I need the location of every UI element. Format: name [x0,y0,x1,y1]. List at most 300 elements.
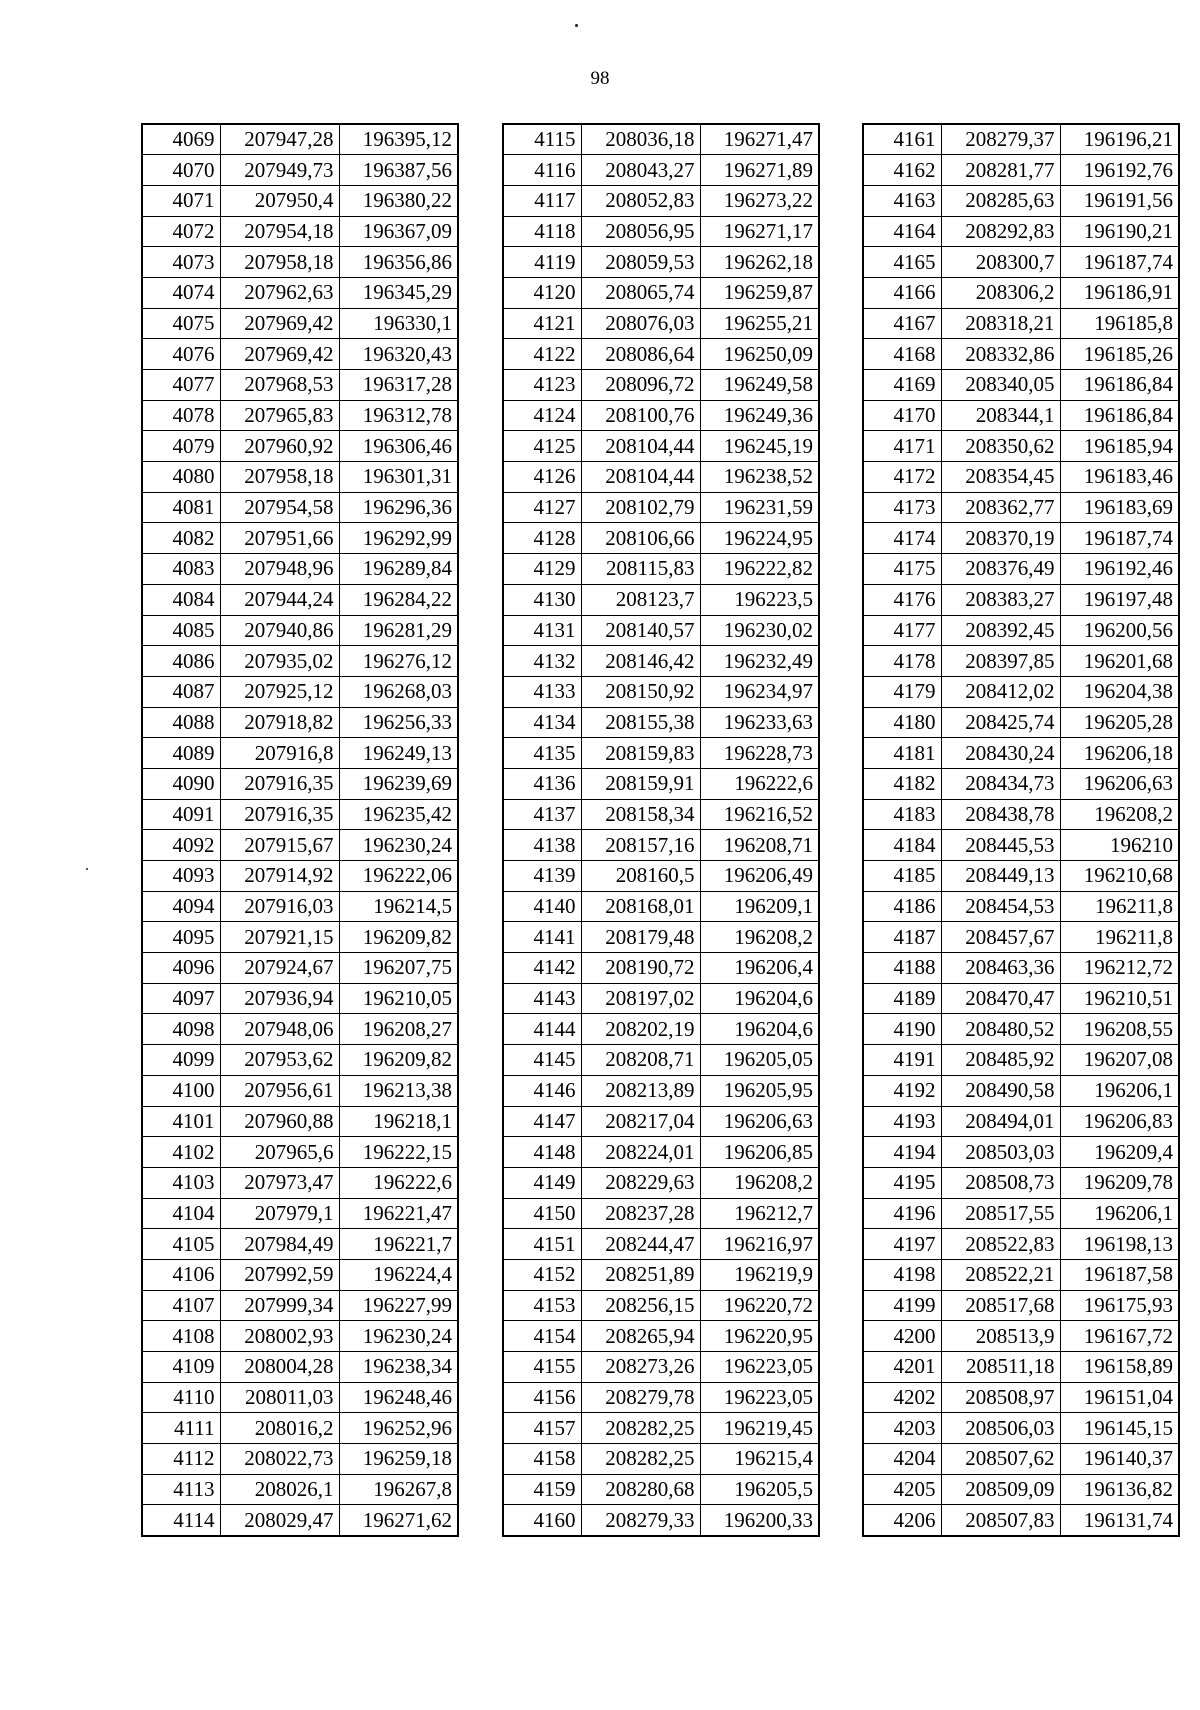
point-number-cell: 4171 [863,431,941,462]
x-coordinate-cell: 208392,45 [941,615,1060,646]
point-number-cell: 4151 [503,1229,581,1260]
x-coordinate-cell: 208279,78 [581,1382,700,1413]
table-row [863,1137,1179,1168]
y-coordinate-cell: 196230,02 [700,615,819,646]
x-coordinate-cell: 207915,67 [220,830,339,861]
x-coordinate-cell: 208265,94 [581,1321,700,1352]
point-number-cell: 4124 [503,400,581,431]
table-row [503,584,819,615]
table-row [863,953,1179,984]
x-coordinate-cell: 208022,73 [220,1444,339,1475]
y-coordinate-cell: 196206,1 [1060,1198,1179,1229]
point-number-cell: 4163 [863,185,941,216]
y-coordinate-cell: 196256,33 [339,707,458,738]
y-coordinate-cell: 196232,49 [700,646,819,677]
point-number-cell: 4140 [503,891,581,922]
x-coordinate-cell: 208362,77 [941,492,1060,523]
y-coordinate-cell: 196220,72 [700,1290,819,1321]
x-coordinate-cell: 208208,71 [581,1045,700,1076]
y-coordinate-cell: 196259,18 [339,1444,458,1475]
point-number-cell: 4200 [863,1321,941,1352]
x-coordinate-cell: 208306,2 [941,277,1060,308]
point-number-cell: 4075 [142,308,220,339]
y-coordinate-cell: 196206,85 [700,1137,819,1168]
table-row [142,1229,458,1260]
point-number-cell: 4185 [863,861,941,892]
point-number-cell: 4184 [863,830,941,861]
table-row [863,431,1179,462]
x-coordinate-cell: 207921,15 [220,922,339,953]
y-coordinate-cell: 196198,13 [1060,1229,1179,1260]
table-row [142,1198,458,1229]
point-number-cell: 4146 [503,1075,581,1106]
x-coordinate-cell: 207914,92 [220,861,339,892]
x-coordinate-cell: 207935,02 [220,646,339,677]
point-number-cell: 4104 [142,1198,220,1229]
y-coordinate-cell: 196186,91 [1060,277,1179,308]
x-coordinate-cell: 208160,5 [581,861,700,892]
table-row [503,707,819,738]
y-coordinate-cell: 196208,71 [700,830,819,861]
x-coordinate-cell: 207940,86 [220,615,339,646]
x-coordinate-cell: 208494,01 [941,1106,1060,1137]
table-row [142,462,458,493]
point-number-cell: 4183 [863,799,941,830]
point-number-cell: 4087 [142,676,220,707]
x-coordinate-cell: 208059,53 [581,247,700,278]
x-coordinate-cell: 208490,58 [941,1075,1060,1106]
table-row [142,1444,458,1475]
y-coordinate-cell: 196228,73 [700,738,819,769]
table-row [863,155,1179,186]
x-coordinate-cell: 208279,33 [581,1505,700,1536]
point-number-cell: 4098 [142,1014,220,1045]
table-row [503,1045,819,1076]
table-row [863,308,1179,339]
point-number-cell: 4078 [142,400,220,431]
x-coordinate-cell: 207984,49 [220,1229,339,1260]
x-coordinate-cell: 208150,92 [581,676,700,707]
y-coordinate-cell: 196211,8 [1060,922,1179,953]
y-coordinate-cell: 196207,08 [1060,1045,1179,1076]
x-coordinate-cell: 208506,03 [941,1413,1060,1444]
table-row [142,1413,458,1444]
point-number-cell: 4150 [503,1198,581,1229]
point-number-cell: 4157 [503,1413,581,1444]
table-row [503,1075,819,1106]
table-row [142,185,458,216]
table-row [863,1413,1179,1444]
y-coordinate-cell: 196205,95 [700,1075,819,1106]
x-coordinate-cell: 208507,62 [941,1444,1060,1475]
point-number-cell: 4192 [863,1075,941,1106]
y-coordinate-cell: 196224,4 [339,1259,458,1290]
y-coordinate-cell: 196210,05 [339,983,458,1014]
point-number-cell: 4115 [503,124,581,155]
y-coordinate-cell: 196248,46 [339,1382,458,1413]
point-number-cell: 4070 [142,155,220,186]
y-coordinate-cell: 196187,58 [1060,1259,1179,1290]
y-coordinate-cell: 196204,38 [1060,676,1179,707]
point-number-cell: 4107 [142,1290,220,1321]
y-coordinate-cell: 196186,84 [1060,400,1179,431]
table-row [503,1505,819,1536]
table-row [142,1474,458,1505]
x-coordinate-cell: 208445,53 [941,830,1060,861]
y-coordinate-cell: 196210,68 [1060,861,1179,892]
table-row [142,554,458,585]
point-number-cell: 4152 [503,1259,581,1290]
y-coordinate-cell: 196296,36 [339,492,458,523]
table-row [863,891,1179,922]
x-coordinate-cell: 207948,96 [220,554,339,585]
table-row [142,1505,458,1536]
x-coordinate-cell: 208146,42 [581,646,700,677]
point-number-cell: 4177 [863,615,941,646]
table-row [503,462,819,493]
table-row [142,431,458,462]
table-row [863,738,1179,769]
x-coordinate-cell: 208106,66 [581,523,700,554]
table-row [142,523,458,554]
point-number-cell: 4071 [142,185,220,216]
table-row [863,339,1179,370]
table-row [503,1014,819,1045]
point-number-cell: 4090 [142,768,220,799]
y-coordinate-cell: 196185,94 [1060,431,1179,462]
point-number-cell: 4181 [863,738,941,769]
point-number-cell: 4199 [863,1290,941,1321]
x-coordinate-cell: 208434,73 [941,768,1060,799]
x-coordinate-cell: 208224,01 [581,1137,700,1168]
x-coordinate-cell: 208463,36 [941,953,1060,984]
x-coordinate-cell: 207948,06 [220,1014,339,1045]
page-number: 98 [590,68,610,89]
table-row [863,1075,1179,1106]
x-coordinate-cell: 207924,67 [220,953,339,984]
point-number-cell: 4141 [503,922,581,953]
point-number-cell: 4100 [142,1075,220,1106]
x-coordinate-cell: 207968,53 [220,370,339,401]
table-row [503,768,819,799]
y-coordinate-cell: 196223,05 [700,1352,819,1383]
x-coordinate-cell: 208454,53 [941,891,1060,922]
table-row [863,370,1179,401]
x-coordinate-cell: 207965,6 [220,1137,339,1168]
x-coordinate-cell: 208282,25 [581,1444,700,1475]
point-number-cell: 4101 [142,1106,220,1137]
point-number-cell: 4076 [142,339,220,370]
y-coordinate-cell: 196205,05 [700,1045,819,1076]
y-coordinate-cell: 196301,31 [339,462,458,493]
x-coordinate-cell: 207958,18 [220,247,339,278]
y-coordinate-cell: 196215,4 [700,1444,819,1475]
point-number-cell: 4156 [503,1382,581,1413]
table-row [503,1474,819,1505]
x-coordinate-cell: 208513,9 [941,1321,1060,1352]
table-row [503,1290,819,1321]
y-coordinate-cell: 196239,69 [339,768,458,799]
x-coordinate-cell: 208503,03 [941,1137,1060,1168]
x-coordinate-cell: 208104,44 [581,462,700,493]
y-coordinate-cell: 196185,8 [1060,308,1179,339]
y-coordinate-cell: 196206,63 [700,1106,819,1137]
y-coordinate-cell: 196221,47 [339,1198,458,1229]
y-coordinate-cell: 196206,63 [1060,768,1179,799]
y-coordinate-cell: 196211,8 [1060,891,1179,922]
y-coordinate-cell: 196145,15 [1060,1413,1179,1444]
point-number-cell: 4166 [863,277,941,308]
point-number-cell: 4129 [503,554,581,585]
x-coordinate-cell: 207953,62 [220,1045,339,1076]
point-number-cell: 4205 [863,1474,941,1505]
y-coordinate-cell: 196196,21 [1060,124,1179,155]
table-row [142,216,458,247]
y-coordinate-cell: 196206,4 [700,953,819,984]
x-coordinate-cell: 208281,77 [941,155,1060,186]
point-number-cell: 4106 [142,1259,220,1290]
point-number-cell: 4080 [142,462,220,493]
table-row [503,492,819,523]
table-row [863,400,1179,431]
point-number-cell: 4091 [142,799,220,830]
y-coordinate-cell: 196205,5 [700,1474,819,1505]
y-coordinate-cell: 196273,22 [700,185,819,216]
y-coordinate-cell: 196183,46 [1060,462,1179,493]
point-number-cell: 4111 [142,1413,220,1444]
x-coordinate-cell: 208280,68 [581,1474,700,1505]
table-row [142,1259,458,1290]
coordinate-table-grid [141,123,459,1537]
point-number-cell: 4173 [863,492,941,523]
table-row [503,1444,819,1475]
table-row [863,492,1179,523]
y-coordinate-cell: 196387,56 [339,155,458,186]
point-number-cell: 4167 [863,308,941,339]
point-number-cell: 4137 [503,799,581,830]
y-coordinate-cell: 196200,33 [700,1505,819,1536]
table-row [863,124,1179,155]
point-number-cell: 4079 [142,431,220,462]
point-number-cell: 4126 [503,462,581,493]
point-number-cell: 4085 [142,615,220,646]
table-row [863,277,1179,308]
table-row [142,1137,458,1168]
y-coordinate-cell: 196197,48 [1060,584,1179,615]
y-coordinate-cell: 196208,27 [339,1014,458,1045]
y-coordinate-cell: 196219,9 [700,1259,819,1290]
y-coordinate-cell: 196312,78 [339,400,458,431]
point-number-cell: 4143 [503,983,581,1014]
table-row [863,462,1179,493]
table-row [503,891,819,922]
table-row [503,400,819,431]
point-number-cell: 4190 [863,1014,941,1045]
x-coordinate-cell: 208155,38 [581,707,700,738]
table-row [142,1167,458,1198]
point-number-cell: 4069 [142,124,220,155]
point-number-cell: 4201 [863,1352,941,1383]
point-number-cell: 4118 [503,216,581,247]
point-number-cell: 4114 [142,1505,220,1536]
table-row [863,1167,1179,1198]
table-row [503,1413,819,1444]
x-coordinate-cell: 208190,72 [581,953,700,984]
x-coordinate-cell: 208244,47 [581,1229,700,1260]
point-number-cell: 4142 [503,953,581,984]
x-coordinate-cell: 208115,83 [581,554,700,585]
y-coordinate-cell: 196259,87 [700,277,819,308]
table-row [503,799,819,830]
y-coordinate-cell: 196209,78 [1060,1167,1179,1198]
x-coordinate-cell: 207954,58 [220,492,339,523]
y-coordinate-cell: 196255,21 [700,308,819,339]
table-row [863,799,1179,830]
y-coordinate-cell: 196220,95 [700,1321,819,1352]
x-coordinate-cell: 208300,7 [941,247,1060,278]
y-coordinate-cell: 196208,55 [1060,1014,1179,1045]
y-coordinate-cell: 196221,7 [339,1229,458,1260]
x-coordinate-cell: 207925,12 [220,676,339,707]
table-row [863,584,1179,615]
x-coordinate-cell: 208522,21 [941,1259,1060,1290]
point-number-cell: 4088 [142,707,220,738]
table-row [142,370,458,401]
x-coordinate-cell: 208344,1 [941,400,1060,431]
y-coordinate-cell: 196208,2 [700,1167,819,1198]
table-row [142,1045,458,1076]
y-coordinate-cell: 196284,22 [339,584,458,615]
y-coordinate-cell: 196204,6 [700,983,819,1014]
table-row [863,1352,1179,1383]
x-coordinate-cell: 208052,83 [581,185,700,216]
y-coordinate-cell: 196209,1 [700,891,819,922]
x-coordinate-cell: 208470,47 [941,983,1060,1014]
table-row [503,1137,819,1168]
x-coordinate-cell: 208029,47 [220,1505,339,1536]
x-coordinate-cell: 207916,03 [220,891,339,922]
point-number-cell: 4179 [863,676,941,707]
table-row [863,615,1179,646]
table-row [503,124,819,155]
x-coordinate-cell: 208517,68 [941,1290,1060,1321]
y-coordinate-cell: 196222,6 [700,768,819,799]
table-row [863,1014,1179,1045]
table-row [503,922,819,953]
point-number-cell: 4187 [863,922,941,953]
y-coordinate-cell: 196230,24 [339,1321,458,1352]
table-row [503,830,819,861]
table-row [142,861,458,892]
y-coordinate-cell: 196222,15 [339,1137,458,1168]
table-row [142,1290,458,1321]
x-coordinate-cell: 208086,64 [581,339,700,370]
point-number-cell: 4119 [503,247,581,278]
point-number-cell: 4089 [142,738,220,769]
x-coordinate-cell: 207936,94 [220,983,339,1014]
x-coordinate-cell: 208438,78 [941,799,1060,830]
point-number-cell: 4176 [863,584,941,615]
y-coordinate-cell: 196209,82 [339,922,458,953]
point-number-cell: 4169 [863,370,941,401]
x-coordinate-cell: 208480,52 [941,1014,1060,1045]
point-number-cell: 4195 [863,1167,941,1198]
y-coordinate-cell: 196207,75 [339,953,458,984]
x-coordinate-cell: 208016,2 [220,1413,339,1444]
y-coordinate-cell: 196230,24 [339,830,458,861]
table-row [503,1229,819,1260]
y-coordinate-cell: 196192,76 [1060,155,1179,186]
point-number-cell: 4131 [503,615,581,646]
y-coordinate-cell: 196276,12 [339,646,458,677]
table-row [863,247,1179,278]
point-number-cell: 4122 [503,339,581,370]
y-coordinate-cell: 196271,47 [700,124,819,155]
y-coordinate-cell: 196238,34 [339,1352,458,1383]
point-number-cell: 4148 [503,1137,581,1168]
y-coordinate-cell: 196151,04 [1060,1382,1179,1413]
x-coordinate-cell: 208102,79 [581,492,700,523]
table-row [863,707,1179,738]
y-coordinate-cell: 196224,95 [700,523,819,554]
y-coordinate-cell: 196219,45 [700,1413,819,1444]
y-coordinate-cell: 196205,28 [1060,707,1179,738]
point-number-cell: 4138 [503,830,581,861]
point-number-cell: 4170 [863,400,941,431]
point-number-cell: 4072 [142,216,220,247]
x-coordinate-cell: 208485,92 [941,1045,1060,1076]
table-row [503,861,819,892]
y-coordinate-cell: 196167,72 [1060,1321,1179,1352]
x-coordinate-cell: 208011,03 [220,1382,339,1413]
table-row [863,1106,1179,1137]
y-coordinate-cell: 196227,99 [339,1290,458,1321]
table-row [503,185,819,216]
point-number-cell: 4109 [142,1352,220,1383]
table-row [503,155,819,186]
x-coordinate-cell: 208197,02 [581,983,700,1014]
table-row [142,615,458,646]
x-coordinate-cell: 208256,15 [581,1290,700,1321]
point-number-cell: 4134 [503,707,581,738]
y-coordinate-cell: 196235,42 [339,799,458,830]
table-row [142,676,458,707]
y-coordinate-cell: 196200,56 [1060,615,1179,646]
table-row [142,124,458,155]
y-coordinate-cell: 196216,97 [700,1229,819,1260]
x-coordinate-cell: 207916,35 [220,768,339,799]
x-coordinate-cell: 208104,44 [581,431,700,462]
table-row [142,1352,458,1383]
y-coordinate-cell: 196187,74 [1060,523,1179,554]
table-row [503,738,819,769]
point-number-cell: 4097 [142,983,220,1014]
x-coordinate-cell: 208279,37 [941,124,1060,155]
table-row [142,339,458,370]
scan-speck [575,24,578,27]
point-number-cell: 4083 [142,554,220,585]
point-number-cell: 4095 [142,922,220,953]
x-coordinate-cell: 207954,18 [220,216,339,247]
table-row [503,308,819,339]
y-coordinate-cell: 196356,86 [339,247,458,278]
point-number-cell: 4203 [863,1413,941,1444]
table-row [863,830,1179,861]
table-row [142,891,458,922]
point-number-cell: 4174 [863,523,941,554]
point-number-cell: 4077 [142,370,220,401]
table-row [503,615,819,646]
